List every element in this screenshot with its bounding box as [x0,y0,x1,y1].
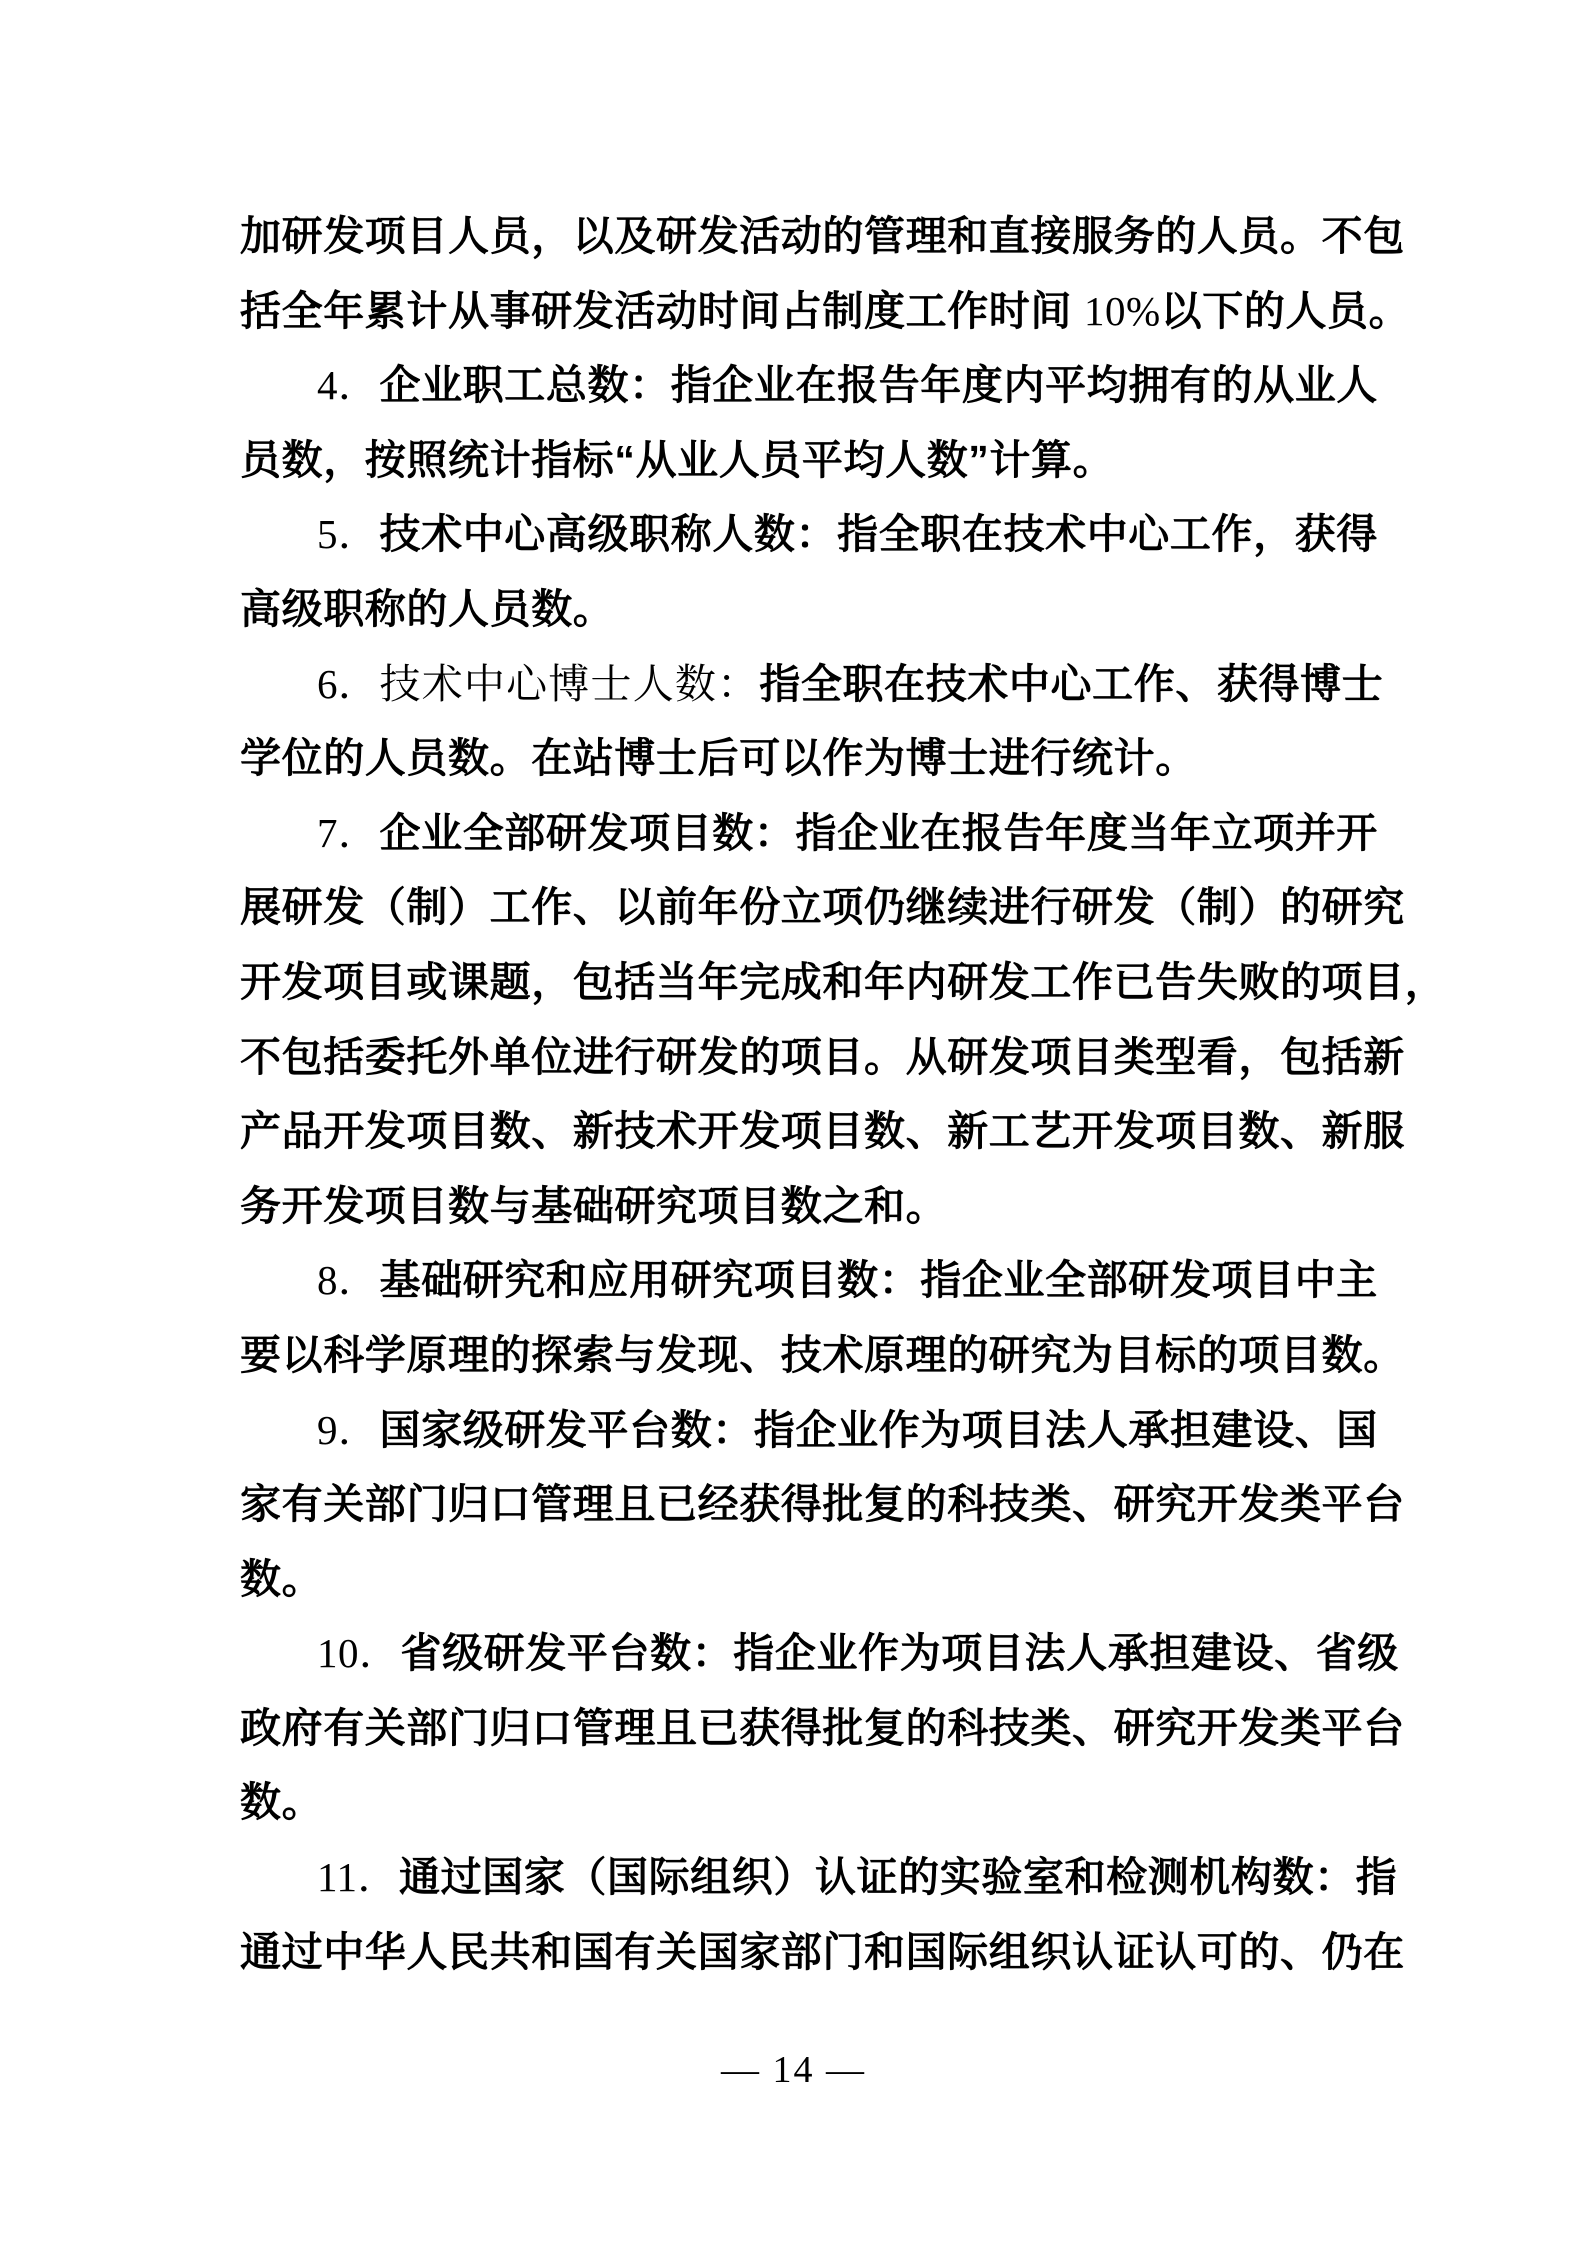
text-line [240,721,1440,796]
text-line [240,274,1440,349]
text-line [240,1616,1440,1691]
text-block [240,199,1447,1989]
text-segment-hei: 家有关部门归口管理且已经获得批复的科技类、研究开发类平台 [240,1481,1405,1528]
text-segment-hei: 基础研究和应用研究项目数：指企业全部研发项目中主 [379,1257,1378,1304]
page-footer [0,2048,1587,2092]
text-segment-hei: 要以科学原理的探索与发现、技术原理的研究为目标的项目数。 [240,1331,1405,1378]
text-segment-num: 10% [1084,287,1161,334]
text-line [240,647,1440,722]
text-segment-num: 7． [317,809,380,856]
text-line [240,348,1440,423]
text-line [240,497,1440,572]
text-line [240,1915,1440,1990]
text-segment-num: 4． [317,362,380,409]
text-line [240,423,1440,498]
text-segment-hei: 员数，按照统计指标“从业人员平均人数”计算。 [240,436,1115,483]
text-segment-num: 8． [317,1257,380,1304]
text-segment-hei: 学位的人员数。在站博士后可以作为博士进行统计。 [240,735,1197,782]
text-line [240,1691,1440,1766]
text-segment-hei: 展研发（制）工作、以前年份立项仍继续进行研发（制）的研究 [240,884,1405,931]
text-segment-kai: 技术中心博士人数： [379,659,760,708]
text-line [240,1393,1440,1468]
text-segment-hei: 加研发项目人员，以及研发活动的管理和直接服务的人员。不包 [240,213,1405,259]
text-segment-hei: 企业全部研发项目数：指企业在报告年度当年立项并开 [379,809,1378,856]
text-segment-num: 5． [317,511,380,558]
text-segment-hei: 政府有关部门归口管理且已获得批复的科技类、研究开发类平台 [240,1704,1405,1751]
text-segment-hei: 通过中华人民共和国有关国家部门和国际组织认证认可的、仍在 [240,1928,1405,1975]
text-segment-num: 10． [317,1630,401,1677]
text-line [240,945,1447,1020]
text-line [240,1840,1440,1915]
text-segment-hei: 数。 [240,1779,324,1826]
text-line [240,1467,1440,1542]
text-segment-hei: 省级研发平台数：指企业作为项目法人承担建设、省级 [400,1630,1399,1677]
text-segment-num: 9． [317,1406,380,1453]
page-number: — 14 — [721,2049,866,2091]
text-line [240,572,1440,647]
text-segment-hei: 不包括委托外单位进行研发的项目。从研发项目类型看，包括新 [240,1033,1405,1080]
text-segment-hei: 通过国家（国际组织）认证的实验室和检测机构数：指 [398,1854,1398,1901]
text-line [240,1765,1440,1840]
text-line [240,870,1440,945]
text-segment-hei: 国家级研发平台数：指企业作为项目法人承担建设、国 [379,1406,1378,1453]
text-segment-hei: 高级职称的人员数。 [240,585,615,632]
text-segment-hei: 技术中心高级职称人数：指全职在技术中心工作，获得 [379,511,1378,558]
text-segment-hei: 企业职工总数：指企业在报告年度内平均拥有的从业人 [379,362,1378,409]
text-segment-num: 11． [317,1854,399,1901]
text-segment-hei: 指全职在技术中心工作、获得博士 [759,660,1384,707]
text-segment-hei: 务开发项目数与基础研究项目数之和。 [240,1182,948,1229]
text-line [240,1542,1440,1617]
text-segment-hei: 数。 [240,1555,324,1602]
text-line [240,1318,1440,1393]
text-segment-hei: 括全年累计从事研发活动时间占制度工作时间 [240,287,1084,334]
text-line [240,199,1440,274]
text-line [240,1094,1440,1169]
text-segment-hei: 开发项目或课题，包括当年完成和年内研发工作已告失败的项目， [240,958,1447,1005]
text-segment-num: 6． [317,660,380,707]
text-line [240,796,1440,871]
text-segment-hei: 产品开发项目数、新技术开发项目数、新工艺开发项目数、新服 [240,1108,1405,1155]
text-line [240,1169,1440,1244]
text-line [240,1020,1440,1095]
text-segment-hei: 以下的人员。 [1160,287,1411,334]
text-line [240,1243,1440,1318]
